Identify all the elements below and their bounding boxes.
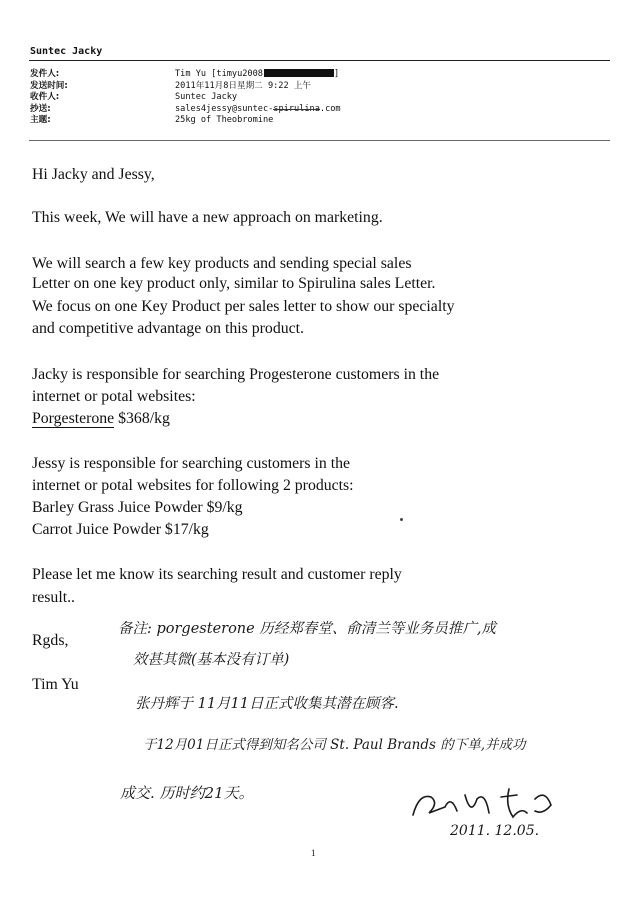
signoff: Tim Yu xyxy=(32,676,79,693)
ink-speck xyxy=(400,518,403,521)
paragraph-3-line: Jacky is responsible for searching Progesterone customers in the xyxy=(32,366,440,383)
paragraph-2-line: and competitive advantage on this product. xyxy=(32,320,304,337)
meta-value: Tim Yu [timyu2008 ] xyxy=(175,69,340,79)
paragraph-4-line: Jessy is responsible for searching customers in the xyxy=(32,455,351,472)
product-progesterone xyxy=(32,409,170,429)
closing: Rgds, xyxy=(32,632,69,649)
handwritten-note-line: 效甚其微(基本没有订单) xyxy=(133,652,290,668)
meta-value: sales4jessy@suntec-spirulina.com xyxy=(175,103,341,114)
meta-label: 发送时间: xyxy=(30,80,68,91)
meta-label: 抄送: xyxy=(30,103,51,114)
meta-subject xyxy=(30,115,610,127)
meta-label: 主题: xyxy=(30,115,51,125)
paragraph-2-line: We will search a few key products and sending special sales xyxy=(32,255,412,272)
paragraph-2-line: We focus on one Key Product per sales letter to show our specialty xyxy=(32,298,455,315)
meta-sent xyxy=(30,81,610,93)
handwritten-note-line: 于12月01日正式得到知名公司 St. Paul Brands 的下单,并成功 xyxy=(143,737,526,753)
meta-value: Suntec Jacky xyxy=(175,92,238,102)
paragraph-5-line: result.. xyxy=(32,589,75,606)
paragraph-4-line: internet or potal websites for following 2 products: xyxy=(32,477,354,494)
paragraph-3-line: internet or potal websites: xyxy=(32,388,196,405)
redaction-bar xyxy=(264,69,334,77)
email-meta xyxy=(30,69,610,127)
product-carrot: Carrot Juice Powder $17/kg xyxy=(32,521,209,538)
meta-from xyxy=(30,69,610,81)
sender-name: Suntec Jacky xyxy=(30,46,103,57)
product-price: $368/kg xyxy=(114,410,170,427)
handwritten-signature xyxy=(405,785,565,825)
greeting: Hi Jacky and Jessy, xyxy=(32,166,155,183)
meta-value: 2011年11月8日星期二 9:22 上午 xyxy=(175,80,312,91)
product-name: Porgesterone xyxy=(32,410,115,427)
paragraph-5-line: Please let me know its searching result and customer reply xyxy=(32,566,402,583)
meta-to xyxy=(30,92,610,104)
meta-cc xyxy=(30,104,610,116)
meta-divider xyxy=(29,140,610,141)
handwritten-date: 2011. 12.05. xyxy=(450,823,540,839)
handwritten-note-line: 张丹辉于 11月11日正式收集其潜在顾客. xyxy=(135,696,399,712)
meta-value: 25kg of Theobromine xyxy=(175,115,274,125)
header-divider xyxy=(29,60,610,61)
handwritten-note-line: 备注: porgesterone 历经郑春堂、俞清兰等业务员推广,成 xyxy=(118,621,496,637)
meta-label: 发件人: xyxy=(30,69,60,79)
product-barley: Barley Grass Juice Powder $9/kg xyxy=(32,499,243,516)
paragraph-2-line: Letter on one key product only, similar to Spirulina sales Letter. xyxy=(32,275,436,292)
paragraph-1: This week, We will have a new approach on marketing. xyxy=(32,209,383,226)
handwritten-note-line: 成交. 历时约21天。 xyxy=(120,784,254,802)
page-number: 1 xyxy=(311,848,316,858)
meta-label: 收件人: xyxy=(30,92,60,102)
